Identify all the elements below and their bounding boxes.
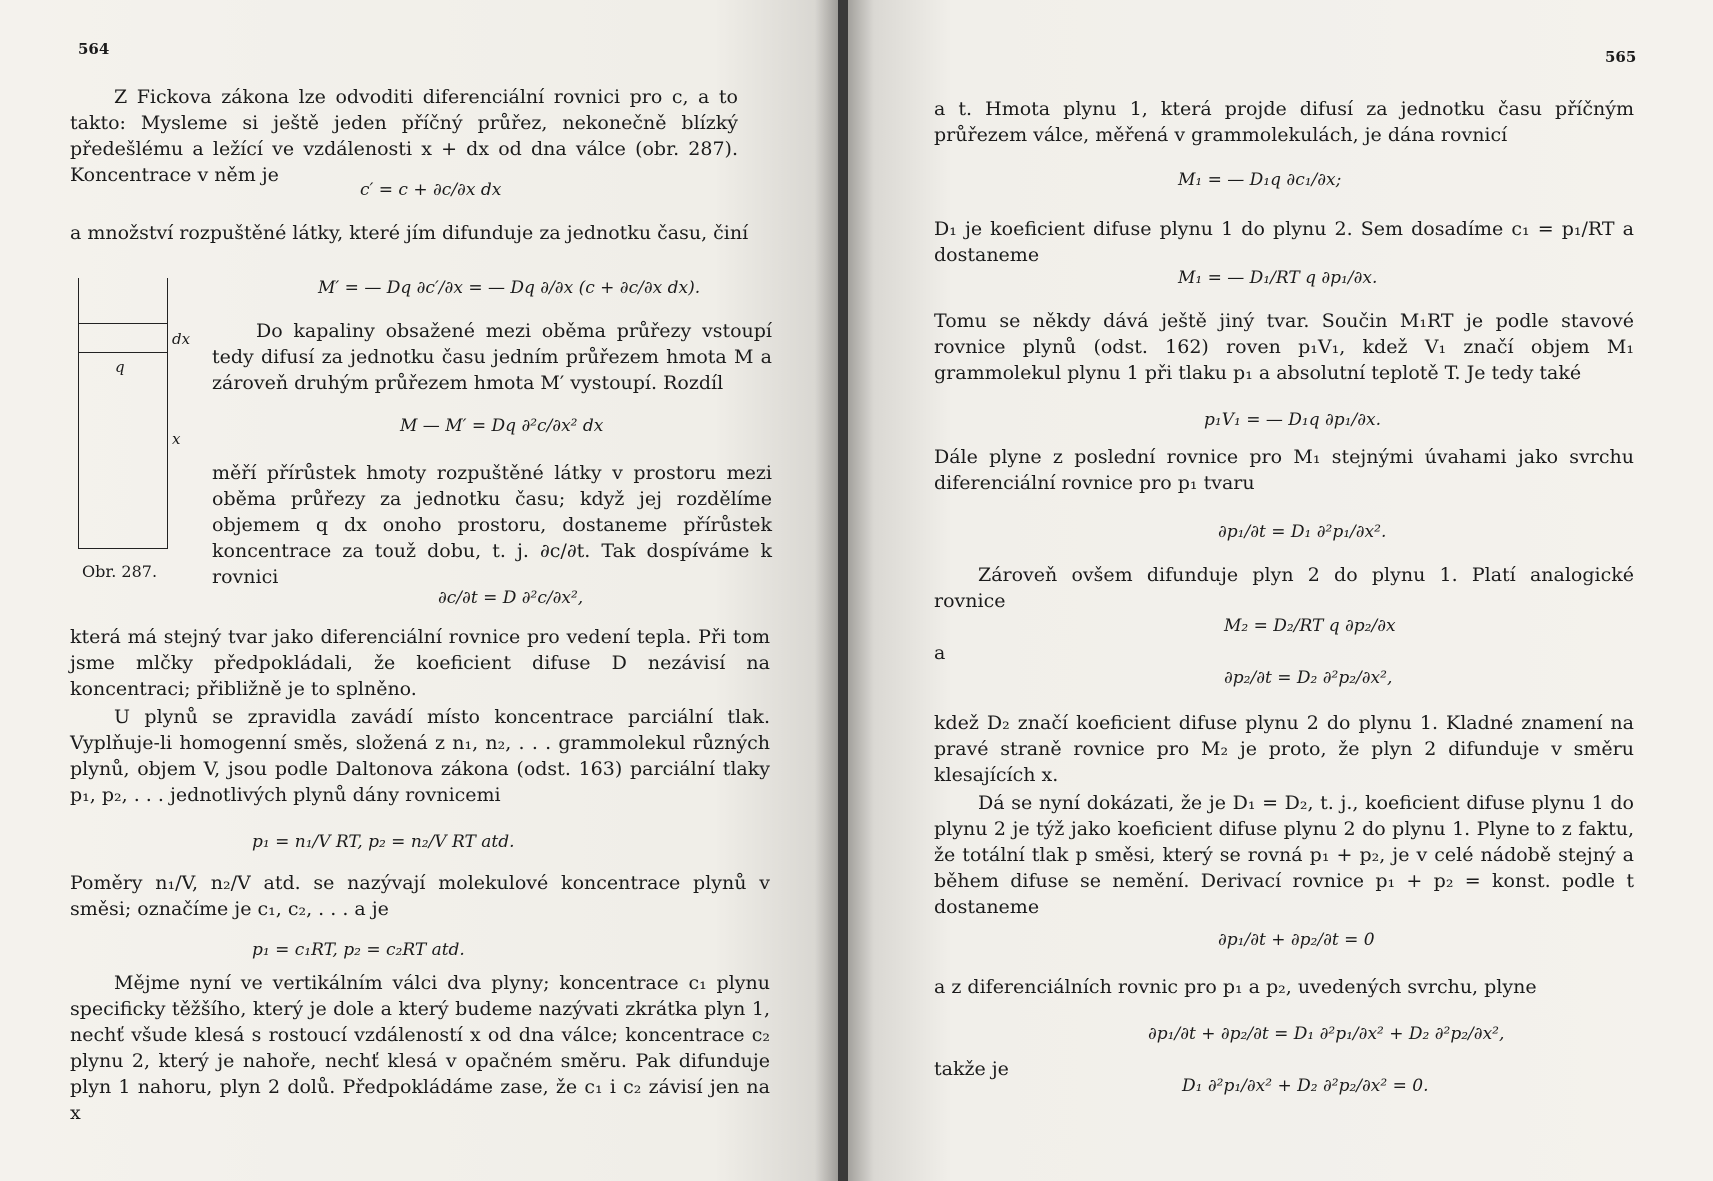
cylinder-diagram — [78, 278, 168, 549]
right-equation-6: ∂p₂/∂t = D₂ ∂²p₂/∂x², — [1224, 668, 1393, 688]
left-paragraph-8: Mějme nyní ve vertikálním válci dva plyny; koncentrace c₁ plynu specificky těžšího, který je dole a který budeme nazývati zkrátka plyn 1, nechť všude klesá s rostoucí vzdáleností x od dna válce; koncentrace c₂ plynu 2, který je nahoře, nechť klesá v opačném směru. Pak difunduje plyn 1 nahoru, plyn 2 dolů. Předpokládáme zase, že c₁ i c₂ závisí jen na x — [70, 972, 770, 1124]
right-equation-9: D₁ ∂²p₁/∂x² + D₂ ∂²p₂/∂x² = 0. — [1182, 1076, 1429, 1096]
right-equation-2: M₁ = — D₁/RT q ∂p₁/∂x. — [1178, 268, 1378, 288]
right-paragraph-5: Zároveň ovšem difunduje plyn 2 do plynu 1. Platí analogické rovnice — [934, 564, 1634, 612]
right-paragraph-2: D₁ je koeficient difuse plynu 1 do plynu 2. Sem dosadíme c₁ = p₁/RT a dostaneme — [934, 218, 1634, 266]
page-number-left: 564 — [78, 40, 110, 58]
word-a: a — [934, 642, 946, 664]
left-paragraph-4: měří přírůstek hmoty rozpuštěné látky v prostoru mezi oběma průřezy za jednotku času; když jej rozdělíme objemem q dx onoho prostoru, dostaneme přírůstek koncentrace za touž dobu, t. j. ∂c/∂t. Tak dospíváme k rovnici — [212, 462, 772, 588]
label-dx: dx — [172, 330, 191, 348]
right-equation-7: ∂p₁/∂t + ∂p₂/∂t = 0 — [1218, 930, 1375, 950]
cross-section-upper-line — [78, 323, 168, 324]
left-page — [0, 0, 840, 1181]
right-page — [848, 0, 1713, 1181]
right-equation-1: M₁ = — D₁q ∂c₁/∂x; — [1178, 170, 1342, 190]
right-equation-4: ∂p₁/∂t = D₁ ∂²p₁/∂x². — [1218, 522, 1387, 542]
left-paragraph-5: která má stejný tvar jako diferenciální rovnice pro vedení tepla. Při tom jsme mlčky předpokládali, že koeficient difuse D nezávisí na koncentraci; přibližně je to splněno. — [70, 626, 770, 700]
right-paragraph-6: kdež D₂ značí koeficient difuse plynu 2 do plynu 1. Kladné znamení na pravé straně rovnice pro M₂ je proto, že plyn 2 difunduje v směru klesajících x. — [934, 712, 1634, 786]
left-paragraph-6: U plynů se zpravidla zavádí místo koncentrace parciální tlak. Vyplňuje-li homogenní směs, složená z n₁, n₂, . . . grammolekul různých plynů, objem V, jsou podle Daltonova zákona (odst. 163) parciální tlaky p₁, p₂, . . . jednotlivých plynů dány rovnicemi — [70, 706, 770, 806]
left-paragraph-1: Z Fickova zákona lze odvoditi diferenciální rovnici pro c, a to takto: Mysleme si ještě jeden příčný průřez, nekonečně blízký předešlému a ležící ve vzdálenosti x + dx od dna válce (obr. 287). Koncentrace v něm je — [70, 86, 738, 186]
right-paragraph-1: a t. Hmota plynu 1, která projde difusí za jednotku času příčným průřezem válce, měřená v grammolekulách, je dána rovnicí — [934, 98, 1634, 146]
right-equation-8: ∂p₁/∂t + ∂p₂/∂t = D₁ ∂²p₁/∂x² + D₂ ∂²p₂/∂x², — [1148, 1024, 1505, 1044]
right-paragraph-4: Dále plyne z poslední rovnice pro M₁ stejnými úvahami jako svrchu diferenciální rovnice pro p₁ tvaru — [934, 446, 1634, 494]
cross-section-lower-line — [78, 352, 168, 353]
left-paragraph-7: Poměry n₁/V, n₂/V atd. se nazývají molekulové koncentrace plynů v směsi; označíme je c₁, c₂, . . . a je — [70, 872, 770, 920]
right-paragraph-7: Dá se nyní dokázati, že je D₁ = D₂, t. j., koeficient difuse plynu 1 do plynu 2 je týž jako koeficient difuse plynu 2 do plynu 1. Plyne to z faktu, že totální tlak p směsi, který se rovná p₁ + p₂, je v celé nádobě stejný a během difuse se nemění. Derivací rovnice p₁ + p₂ = konst. podle t dostaneme — [934, 792, 1634, 918]
right-equation-5: M₂ = D₂/RT q ∂p₂/∂x — [1224, 616, 1396, 636]
right-equation-3: p₁V₁ = — D₁q ∂p₁/∂x. — [1204, 410, 1381, 430]
left-equation-1: c′ = c + ∂c/∂x dx — [360, 180, 502, 200]
left-equation-2: M′ = — Dq ∂c′/∂x = — Dq ∂/∂x (c + ∂c/∂x dx). — [318, 278, 701, 298]
left-equation-4: ∂c/∂t = D ∂²c/∂x², — [438, 588, 584, 608]
left-paragraph-3: Do kapaliny obsažené mezi oběma průřezy vstoupí tedy difusí za jednotku času jedním průřezem hmota M a zároveň druhým průřezem hmota M′ vystoupí. Rozdíl — [212, 320, 772, 394]
label-q: q — [115, 358, 125, 376]
label-x: x — [172, 430, 181, 448]
left-equation-3: M — M′ = Dq ∂²c/∂x² dx — [400, 416, 604, 436]
right-paragraph-3: Tomu se někdy dává ještě jiný tvar. Součin M₁RT je podle stavové rovnice plynů (odst. 162) roven p₁V₁, kdež V₁ značí objem M₁ grammolekul plynu 1 při tlaku p₁ a absolutní teplotě T. Je tedy také — [934, 310, 1634, 384]
word-takze: takže je — [934, 1058, 1009, 1080]
figure-caption: Obr. 287. — [82, 562, 158, 581]
left-paragraph-2: a množství rozpuštěné látky, které jím difunduje za jednotku času, činí — [70, 222, 749, 244]
left-equation-6: p₁ = c₁RT, p₂ = c₂RT atd. — [252, 940, 465, 960]
page-number-right: 565 — [1605, 48, 1637, 66]
right-paragraph-8: a z diferenciálních rovnic pro p₁ a p₂, uvedených svrchu, plyne — [934, 976, 1537, 998]
left-equation-5: p₁ = n₁/V RT, p₂ = n₂/V RT atd. — [252, 832, 515, 852]
